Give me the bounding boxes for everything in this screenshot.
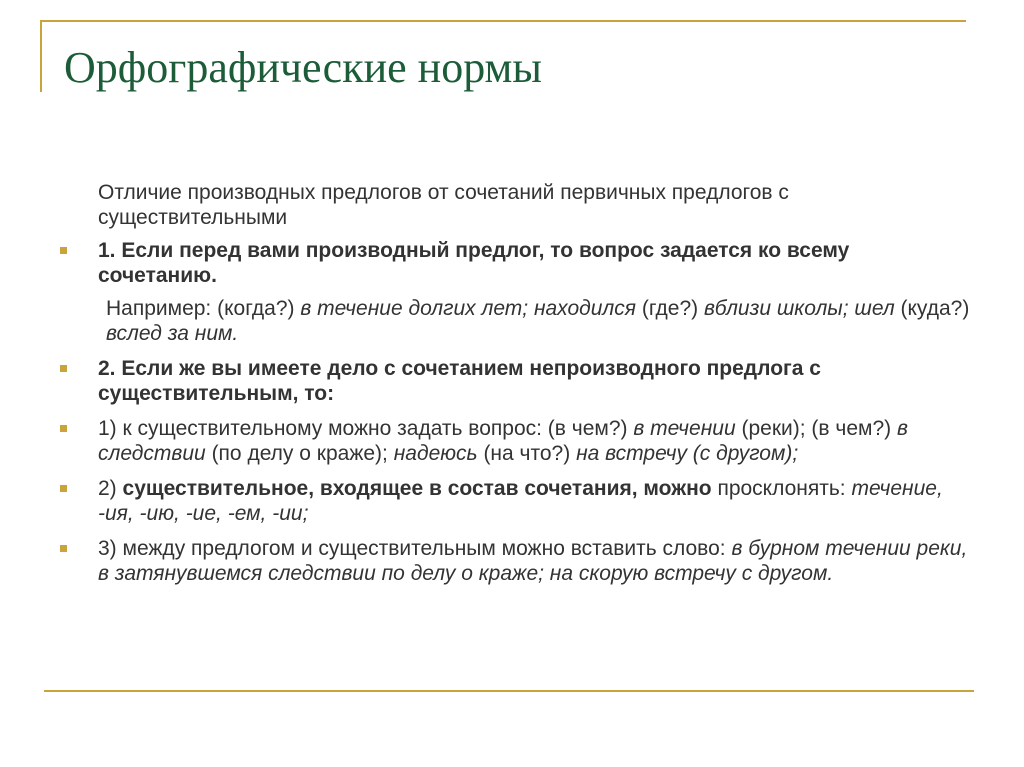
point-1-italic-d: на встречу (с другом); — [576, 442, 799, 465]
square-bullet-icon — [60, 247, 67, 254]
example-text — [60, 296, 970, 346]
left-rule — [40, 20, 42, 92]
list-item-point-3 — [60, 536, 970, 586]
point-1-text-d: (на что?) — [483, 442, 571, 465]
point-1-italic-a: в течении — [633, 417, 736, 440]
example-italic-2: вблизи школы; шел — [704, 297, 895, 320]
square-bullet-icon — [60, 485, 67, 492]
point-1-text-c: (по делу о краже); — [211, 442, 388, 465]
point-2-italic: течение, -ия, -ию, -ие, -ем, -ии; — [98, 477, 943, 525]
point-2-bold: существительное, входящее в состав сочетания, можно — [122, 477, 712, 500]
slide-content — [60, 180, 970, 586]
list-item-point-1 — [60, 416, 970, 466]
point-3-text: 3) между предлогом и существительным можно вставить слово: — [98, 537, 726, 560]
point-1-text-b: (реки); (в чем?) — [741, 417, 892, 440]
list-item-rule-2 — [60, 356, 970, 406]
bottom-rule — [44, 690, 974, 692]
rule-2-text: 2. Если же вы имеете дело с сочетанием непроизводного предлога с существительным, то: — [98, 357, 821, 405]
point-1-text-a: 1) к существительному можно задать вопрос: (в чем?) — [98, 417, 628, 440]
list-item-point-2 — [60, 476, 970, 526]
square-bullet-icon — [60, 365, 67, 372]
list-item-rule-1 — [60, 238, 970, 288]
intro-text — [60, 180, 970, 230]
example-question-2: (где?) — [641, 297, 699, 320]
point-2-text: просклонять: — [717, 477, 846, 500]
point-3-italic: в бурном течении реки, в затянувшемся следствии по делу о краже; на скорую встречу с другом. — [98, 537, 968, 585]
example-question-3: (куда?) — [900, 297, 970, 320]
rule-1-text: 1. Если перед вами производный предлог, то вопрос задается ко всему сочетанию. — [98, 239, 850, 287]
example-lead: Например: — [106, 297, 212, 320]
square-bullet-icon — [60, 545, 67, 552]
example-question-1: (когда?) — [217, 297, 295, 320]
intro-label: Отличие производных предлогов от сочетаний первичных предлогов с существительными — [98, 181, 789, 229]
point-1-italic-b: в следствии — [98, 417, 908, 465]
point-2-number: 2) — [98, 477, 117, 500]
slide-title: Орфографические нормы — [64, 43, 542, 92]
point-1-italic-c: надеюсь — [393, 442, 478, 465]
square-bullet-icon — [60, 425, 67, 432]
example-italic-3: вслед за ним. — [106, 322, 239, 345]
example-italic-1: в течение долгих лет; находился — [300, 297, 636, 320]
top-rule — [40, 20, 966, 22]
